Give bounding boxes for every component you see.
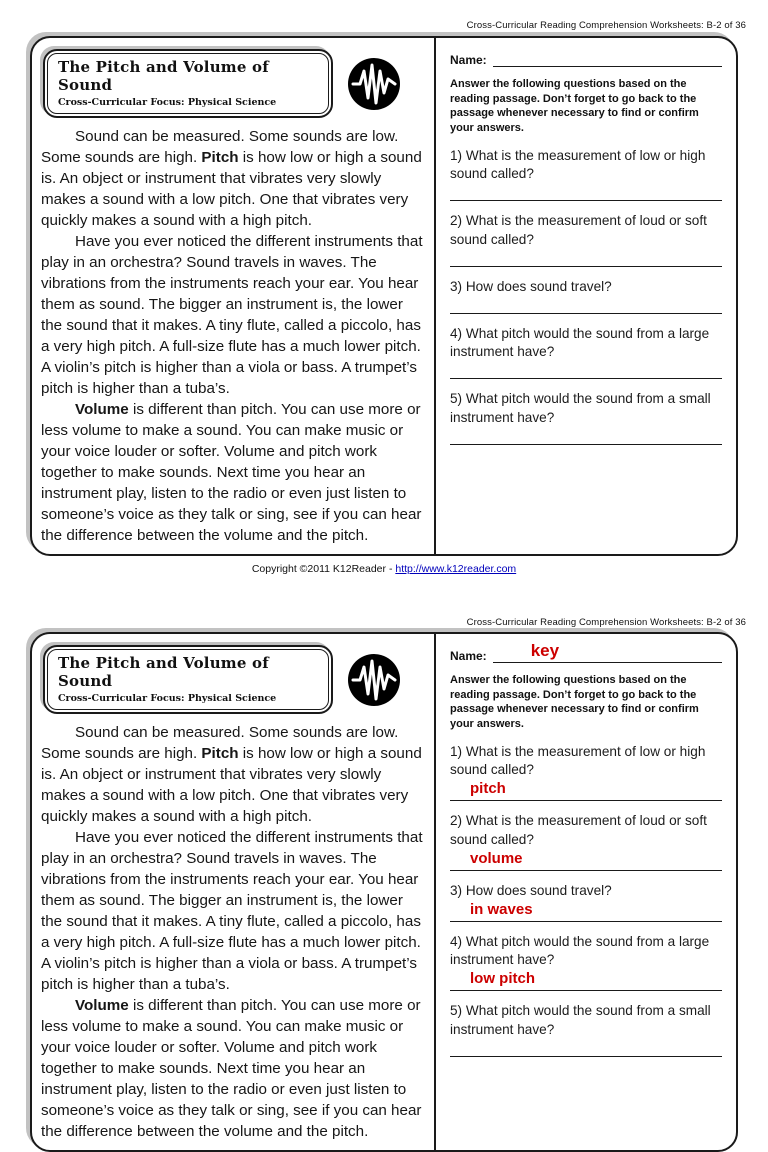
- worksheet-title: The Pitch and Volume of Sound: [58, 58, 269, 94]
- worksheet-panel: [30, 632, 738, 1152]
- passage: [41, 722, 428, 1142]
- question-text: 1) What is the measurement of low or high sound called?: [450, 744, 706, 778]
- instructions: Answer the following questions based on the reading passage. Don’t forget to go back to the passage whenever necessary to find or confirm your answers.: [450, 674, 699, 730]
- copyright-link[interactable]: http://www.k12reader.com: [395, 563, 517, 575]
- title-box: [43, 49, 333, 118]
- title-box: [43, 645, 333, 714]
- passage-column: [32, 38, 434, 554]
- questions-list: [450, 147, 722, 445]
- worksheet-blank: [30, 36, 738, 556]
- answer-text: pitch: [470, 780, 506, 798]
- title-box-inner: [47, 53, 329, 114]
- answer-blank-line: [450, 799, 722, 801]
- header-note: Cross-Curricular Reading Comprehension Worksheets: B-2 of 36: [466, 20, 746, 31]
- passage-column: [32, 634, 434, 1150]
- question-text: 3) How does sound travel?: [450, 278, 612, 294]
- question-text: 5) What pitch would the sound from a small instrument have?: [450, 391, 711, 425]
- answer-blank-line: [450, 869, 722, 871]
- questions-list: [450, 743, 722, 1057]
- worksheet-subtitle: Cross-Curricular Focus: Physical Science: [58, 97, 277, 108]
- sound-wave-icon: [347, 653, 401, 707]
- question-item: [450, 390, 722, 444]
- answer-key-name: key: [530, 641, 560, 660]
- question-item: [450, 812, 722, 870]
- name-label: Name:: [450, 649, 487, 663]
- question-item: [450, 212, 722, 266]
- worksheet-subtitle: Cross-Curricular Focus: Physical Science: [58, 693, 277, 704]
- name-blank-line: [493, 50, 722, 67]
- answer-text: volume: [470, 849, 523, 867]
- answer-text: in waves: [470, 901, 533, 919]
- question-text: 5) What pitch would the sound from a small instrument have?: [450, 1003, 711, 1037]
- worksheet-panel: [30, 36, 738, 556]
- answer-blank-line: [450, 296, 722, 314]
- answer-blank-line: [450, 920, 722, 922]
- answer-blank-line: [450, 427, 722, 445]
- header-note: Cross-Curricular Reading Comprehension Worksheets: B-2 of 36: [466, 617, 746, 628]
- passage-paragraph: Have you ever noticed the different instruments that play in an orchestra? Sound travels in waves. The vibrations from the instruments reach your ear. You hear them as sound. The bigger an instrument is, the lower the sound that it makes. A tiny flute, called a piccolo, has a very high pitch. A full-size flute has a much lower pitch. A violin’s pitch is higher than a viola or bass. A trumpet’s pitch is higher than a tuba’s.: [41, 829, 423, 993]
- question-item: [450, 882, 722, 922]
- title-box-inner: [47, 649, 329, 710]
- worksheet-answer-key: [30, 632, 738, 1152]
- name-row: [450, 641, 722, 663]
- name-row: [450, 50, 722, 67]
- question-item: [450, 1002, 722, 1056]
- question-text: 1) What is the measurement of low or high sound called?: [450, 148, 706, 182]
- question-text: 3) How does sound travel?: [450, 882, 612, 898]
- instructions: Answer the following questions based on the reading passage. Don’t forget to go back to the passage whenever necessary to find or confirm your answers.: [450, 78, 699, 134]
- question-item: [450, 278, 722, 314]
- name-blank-line: [493, 641, 722, 663]
- question-text: 2) What is the measurement of loud or soft sound called?: [450, 213, 707, 247]
- answer-blank-line: [450, 989, 722, 991]
- passage-paragraph: Volume is different than pitch. You can use more or less volume to make a sound. You can make music or your voice louder or softer. Volume and pitch work together to make sounds. Next time you hear an instrument play, listen to the radio or even just listen to someone’s voice as they talk or sing, see if you can hear the difference between the volume and the pitch.: [41, 401, 422, 544]
- answer-blank-line: [450, 183, 722, 201]
- sound-wave-icon: [347, 57, 401, 111]
- questions-column: [434, 38, 736, 554]
- question-item: [450, 325, 722, 379]
- passage: [41, 126, 428, 546]
- answer-blank-line: [450, 361, 722, 379]
- name-label: Name:: [450, 53, 487, 67]
- answer-text: low pitch: [470, 970, 535, 988]
- question-text: 4) What pitch would the sound from a large instrument have?: [450, 326, 710, 360]
- question-item: [450, 743, 722, 801]
- passage-paragraph: Volume is different than pitch. You can use more or less volume to make a sound. You can make music or your voice louder or softer. Volume and pitch work together to make sounds. Next time you hear an instrument play, listen to the radio or even just listen to someone’s voice as they talk or sing, see if you can hear the difference between the volume and the pitch.: [41, 997, 422, 1140]
- passage-paragraph: Sound can be measured. Some sounds are low. Some sounds are high. Pitch is how low or high a sound is. An object or instrument that vibrates very slowly makes a sound with a low pitch. One that vibrates very quickly makes a sound with a high pitch.: [41, 128, 422, 229]
- question-text: 2) What is the measurement of loud or soft sound called?: [450, 813, 707, 847]
- title-row: [43, 645, 428, 714]
- answer-blank-line: [450, 249, 722, 267]
- questions-column: [434, 634, 736, 1150]
- question-item: [450, 147, 722, 201]
- copyright-text: Copyright ©2011 K12Reader -: [251, 563, 396, 575]
- passage-paragraph: Have you ever noticed the different instruments that play in an orchestra? Sound travels in waves. The vibrations from the instruments reach your ear. You hear them as sound. The bigger an instrument is, the lower the sound that it makes. A tiny flute, called a piccolo, has a very high pitch. A full-size flute has a much lower pitch. A violin’s pitch is higher than a viola or bass. A trumpet’s pitch is higher than a tuba’s.: [41, 233, 423, 397]
- worksheet-title: The Pitch and Volume of Sound: [58, 654, 269, 690]
- question-text: 4) What pitch would the sound from a large instrument have?: [450, 934, 710, 968]
- copyright: [0, 563, 768, 575]
- passage-paragraph: Sound can be measured. Some sounds are low. Some sounds are high. Pitch is how low or high a sound is. An object or instrument that vibrates very slowly makes a sound with a low pitch. One that vibrates very quickly makes a sound with a high pitch.: [41, 724, 422, 825]
- answer-blank-line: [450, 1039, 722, 1057]
- title-row: [43, 49, 428, 118]
- question-item: [450, 933, 722, 991]
